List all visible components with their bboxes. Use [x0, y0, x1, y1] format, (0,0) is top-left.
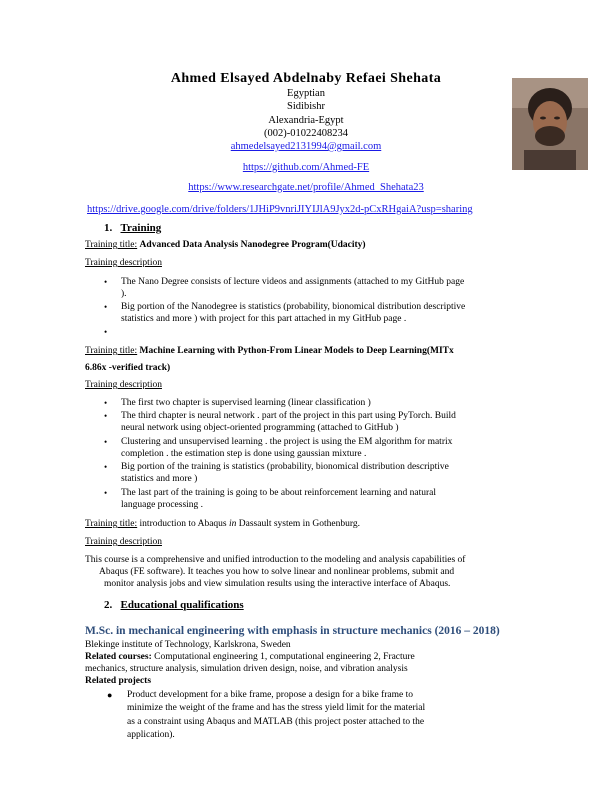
nationality: Egyptian	[287, 88, 325, 99]
training-title-label: Training title:	[85, 240, 138, 250]
bullet-text: neural network using object-oriented programming (attached to GitHub )	[121, 423, 399, 433]
project-line: minimize the weight of the frame and has the stress yield limit for the material	[127, 703, 426, 713]
bullet-dot: •	[104, 488, 108, 498]
training-title-italic: in	[229, 519, 237, 529]
bullet-text: The third chapter is neural network . part of the project in this part using PyTorch. Build	[121, 411, 456, 421]
city: Alexandria-Egypt	[268, 115, 344, 126]
project-line: Product development for a bike frame, propose a design for a bike frame to	[127, 690, 413, 700]
paragraph-line: monitor analysis jobs and view simulation results using the interactive interface of Abaqus.	[104, 579, 451, 589]
institute: Blekinge institute of Technology, Karlskrona, Sweden	[85, 640, 291, 650]
training-3-desc-label: Training description	[85, 537, 162, 547]
bullet-dot: •	[104, 277, 108, 287]
bullet-dot: •	[104, 411, 108, 421]
training-title: introduction to Abaqus	[137, 519, 229, 529]
training-1-desc-label: Training description	[85, 258, 162, 268]
project-line: as a constraint using Abaqus and MATLAB (this project poster attached to the	[127, 717, 425, 727]
bullet-text: statistics and more )	[121, 474, 198, 484]
section-number: 2.	[104, 599, 113, 611]
email-link[interactable]: ahmedelsayed2131994@gmail.com	[230, 141, 382, 152]
project-line: application).	[127, 730, 175, 740]
related-courses-text: Computational engineering 1, computational engineering 2, Fracture	[151, 652, 415, 662]
section-title: Educational qualifications	[120, 599, 244, 611]
section-title: Training	[120, 222, 162, 234]
related-courses-label: Related courses:	[85, 652, 152, 662]
bullet-text: Big portion of the Nanodegree is statistics (probability, bionomical distribution descriptive	[121, 302, 466, 312]
bullet-text: language processing .	[121, 500, 204, 510]
paragraph-line: Abaqus (FE software). It teaches you how to solve linear and nonlinear problems, submit and	[99, 567, 455, 577]
candidate-name: Ahmed Elsayed Abdelnaby Refaei Shehata	[170, 71, 442, 86]
bullet-dot: •	[104, 398, 108, 408]
bullet-text: Clustering and unsupervised learning . the project is using the EM algorithm for matrix	[121, 437, 453, 447]
training-title: Advanced Data Analysis Nanodegree Program(Udacity)	[139, 240, 366, 250]
bullet-dot: •	[104, 302, 108, 312]
bullet-text: The last part of the training is going to be about reinforcement learning and natural	[121, 488, 436, 498]
training-1-title	[85, 240, 366, 252]
related-courses-cont: mechanics, structure analysis, simulation driven design, noise, and vibration analysis	[85, 664, 408, 674]
degree-title: M.Sc. in mechanical engineering with emphasis in structure mechanics (2016 – 2018)	[85, 625, 500, 637]
training-2-title-cont: 6.86x -verified track)	[85, 363, 171, 373]
drive-link[interactable]: https://drive.google.com/drive/folders/1JHiP9vnriJIYIJlA9Jyx2d-pCxRHgaiA?usp=sharing	[87, 204, 473, 215]
related-courses	[85, 652, 415, 664]
training-title-label: Training title:	[85, 346, 138, 356]
district: Sidibishr	[287, 101, 325, 112]
paragraph-line: This course is a comprehensive and unified introduction to the modeling and analysis capabilities of	[85, 555, 466, 565]
github-link[interactable]: https://github.com/Ahmed-FE	[242, 162, 370, 173]
bullet-text: The first two chapter is supervised learning (linear classification )	[121, 398, 371, 408]
training-title-label: Training title:	[85, 519, 138, 529]
bullet-text: completion . the estimation step is done using gaussian mixture .	[121, 449, 367, 459]
related-projects-label: Related projects	[85, 676, 152, 686]
bullet-text: statistics and more ) with project for this part attached in my GitHub page .	[121, 314, 407, 324]
training-3-title	[85, 519, 360, 531]
profile-photo	[512, 78, 588, 170]
bullet-text: ).	[121, 289, 127, 299]
bullet-text: The Nano Degree consists of lecture videos and assignments (attached to my GitHub page	[121, 277, 465, 287]
training-title: Machine Learning with Python-From Linear Models to Deep Learning(MITx	[139, 346, 454, 356]
bullet-dot: •	[104, 462, 108, 472]
training-2-title	[85, 346, 454, 358]
bullet-dot-empty: •	[104, 327, 108, 337]
bullet-dot: ●	[107, 690, 113, 700]
profile-photo-image	[512, 78, 588, 170]
bullet-text: Big portion of the training is statistics (probability, bionomical distribution descriptive	[121, 462, 449, 472]
training-2-desc-label: Training description	[85, 380, 162, 390]
researchgate-link[interactable]: https://www.researchgate.net/profile/Ahmed_Shehata23	[188, 182, 424, 193]
section-education-heading	[104, 599, 244, 611]
training-title-cont: Dassault system in Gothenburg.	[236, 519, 360, 529]
section-number: 1.	[104, 222, 113, 234]
bullet-dot: •	[104, 437, 108, 447]
phone: (002)-01022408234	[264, 128, 348, 139]
section-training-heading	[104, 222, 161, 234]
